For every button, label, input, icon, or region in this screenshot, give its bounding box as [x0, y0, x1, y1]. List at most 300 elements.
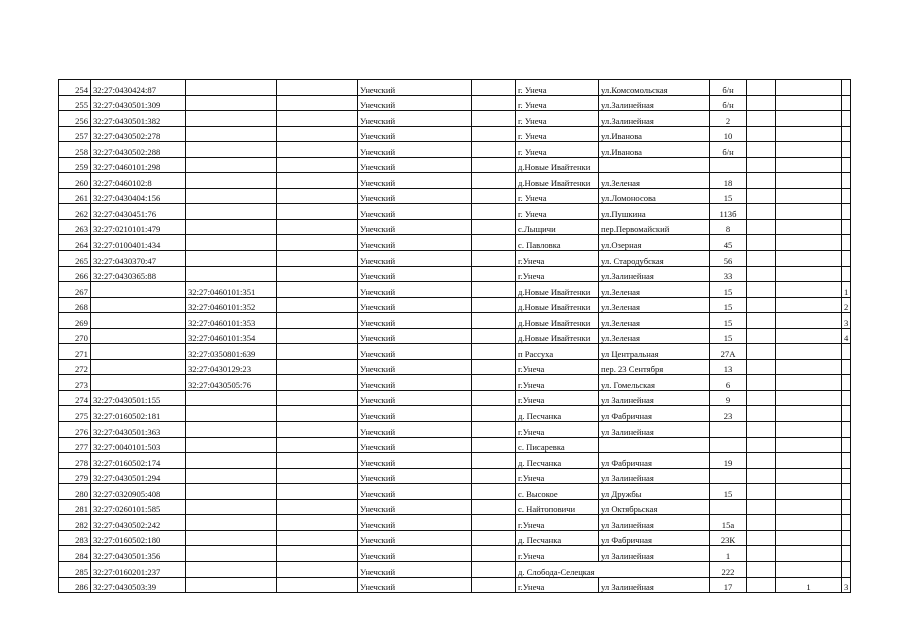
extra-cell-2	[776, 219, 842, 235]
row-number-cell: 279	[59, 468, 91, 484]
table-row	[59, 453, 851, 469]
table-row	[59, 251, 851, 267]
extra-cell-3	[842, 235, 851, 251]
district-cell: Унечский	[358, 80, 472, 96]
settlement-cell: с.Лыщичи	[516, 219, 599, 235]
extra-cell-1	[747, 142, 776, 158]
empty-cell	[277, 577, 358, 593]
settlement-cell: д.Новые Ивайтенки	[516, 173, 599, 189]
street-cell: ул Фабричная	[599, 453, 710, 469]
house-number-cell: 23К	[710, 530, 747, 546]
extra-cell-2	[776, 173, 842, 189]
cadastral-number-alt-cell	[186, 499, 277, 515]
empty-cell	[472, 282, 516, 298]
table-row	[59, 577, 851, 593]
empty-cell	[277, 282, 358, 298]
cadastral-number-alt-cell	[186, 157, 277, 173]
extra-cell-3	[842, 468, 851, 484]
house-number-cell: б/н	[710, 80, 747, 96]
district-cell: Унечский	[358, 126, 472, 142]
extra-cell-1	[747, 157, 776, 173]
house-number-cell: 15	[710, 313, 747, 329]
row-number-cell: 263	[59, 219, 91, 235]
district-cell: Унечский	[358, 282, 472, 298]
cadastral-number-alt-cell	[186, 484, 277, 500]
extra-cell-3	[842, 437, 851, 453]
row-number-cell: 268	[59, 297, 91, 313]
house-number-cell: 33	[710, 266, 747, 282]
extra-cell-2: 1	[776, 577, 842, 593]
empty-cell	[472, 80, 516, 96]
cadastral-number-cell: 32:27:0430501:294	[91, 468, 186, 484]
extra-cell-2	[776, 111, 842, 127]
cadastral-number-alt-cell: 32:27:0460101:351	[186, 282, 277, 298]
cadastral-number-alt-cell	[186, 204, 277, 220]
street-cell: ул.Комсомольская	[599, 80, 710, 96]
empty-cell	[277, 173, 358, 189]
settlement-cell: г. Унеча	[516, 80, 599, 96]
row-number-cell: 264	[59, 235, 91, 251]
settlement-cell: д.Новые Ивайтенки	[516, 282, 599, 298]
extra-cell-2	[776, 328, 842, 344]
empty-cell	[472, 313, 516, 329]
extra-cell-2	[776, 204, 842, 220]
extra-cell-2	[776, 157, 842, 173]
empty-cell	[472, 499, 516, 515]
cadastral-number-alt-cell	[186, 390, 277, 406]
empty-cell	[472, 437, 516, 453]
cadastral-number-cell: 32:27:0430365:88	[91, 266, 186, 282]
district-cell: Унечский	[358, 515, 472, 531]
extra-cell-3	[842, 204, 851, 220]
empty-cell	[277, 219, 358, 235]
extra-cell-3	[842, 188, 851, 204]
extra-cell-2	[776, 80, 842, 96]
row-number-cell: 266	[59, 266, 91, 282]
row-number-cell: 276	[59, 422, 91, 438]
cadastral-number-cell: 32:27:0430501:356	[91, 546, 186, 562]
row-number-cell: 258	[59, 142, 91, 158]
empty-cell	[277, 126, 358, 142]
empty-cell	[277, 111, 358, 127]
empty-cell	[277, 359, 358, 375]
cadastral-number-cell	[91, 359, 186, 375]
settlement-cell: с. Высокое	[516, 484, 599, 500]
extra-cell-3	[842, 95, 851, 111]
table-row	[59, 235, 851, 251]
street-cell: ул Центральная	[599, 344, 710, 360]
extra-cell-1	[747, 219, 776, 235]
table-row	[59, 359, 851, 375]
table-row	[59, 188, 851, 204]
street-cell: ул.Иванова	[599, 142, 710, 158]
table-row	[59, 530, 851, 546]
house-number-cell: 15а	[710, 515, 747, 531]
district-cell: Унечский	[358, 157, 472, 173]
extra-cell-3	[842, 219, 851, 235]
street-cell: ул.Озерная	[599, 235, 710, 251]
cadastral-number-alt-cell	[186, 546, 277, 562]
table-row	[59, 437, 851, 453]
empty-cell	[277, 251, 358, 267]
row-number-cell: 257	[59, 126, 91, 142]
empty-cell	[472, 142, 516, 158]
cadastral-number-alt-cell	[186, 406, 277, 422]
settlement-cell: г.Унеча	[516, 266, 599, 282]
cadastral-number-alt-cell	[186, 142, 277, 158]
table-row	[59, 375, 851, 391]
street-cell: ул Фабричная	[599, 406, 710, 422]
extra-cell-2	[776, 515, 842, 531]
street-cell: ул.Зеленая	[599, 173, 710, 189]
district-cell: Унечский	[358, 142, 472, 158]
extra-cell-1	[747, 266, 776, 282]
extra-cell-2	[776, 422, 842, 438]
settlement-cell: г.Унеча	[516, 359, 599, 375]
extra-cell-3	[842, 344, 851, 360]
cadastral-number-alt-cell: 32:27:0430505:76	[186, 375, 277, 391]
extra-cell-2	[776, 297, 842, 313]
empty-cell	[472, 484, 516, 500]
extra-cell-1	[747, 95, 776, 111]
table-row	[59, 313, 851, 329]
empty-cell	[277, 499, 358, 515]
district-cell: Унечский	[358, 375, 472, 391]
settlement-cell: с. Найтоповичи	[516, 499, 599, 515]
table-row	[59, 344, 851, 360]
extra-cell-1	[747, 484, 776, 500]
cadastral-number-alt-cell	[186, 188, 277, 204]
empty-cell	[277, 297, 358, 313]
cadastral-number-alt-cell: 32:27:0460101:352	[186, 297, 277, 313]
extra-cell-1	[747, 359, 776, 375]
extra-cell-1	[747, 546, 776, 562]
row-number-cell: 256	[59, 111, 91, 127]
row-number-cell: 262	[59, 204, 91, 220]
cadastral-number-alt-cell	[186, 422, 277, 438]
property-register-table	[58, 79, 851, 593]
row-number-cell: 254	[59, 80, 91, 96]
house-number-cell	[710, 468, 747, 484]
district-cell: Унечский	[358, 437, 472, 453]
extra-cell-2	[776, 468, 842, 484]
settlement-cell: г.Унеча	[516, 422, 599, 438]
empty-cell	[472, 453, 516, 469]
empty-cell	[277, 437, 358, 453]
empty-cell	[277, 80, 358, 96]
district-cell: Унечский	[358, 297, 472, 313]
extra-cell-2	[776, 142, 842, 158]
house-number-cell: 15	[710, 188, 747, 204]
empty-cell	[277, 546, 358, 562]
house-number-cell: 10	[710, 126, 747, 142]
cadastral-number-cell: 32:27:0430501:382	[91, 111, 186, 127]
cadastral-number-cell: 32:27:0430451:76	[91, 204, 186, 220]
empty-cell	[277, 422, 358, 438]
empty-cell	[277, 390, 358, 406]
cadastral-number-cell: 32:27:0260101:585	[91, 499, 186, 515]
extra-cell-2	[776, 126, 842, 142]
table-row	[59, 126, 851, 142]
street-cell: ул.Иванова	[599, 126, 710, 142]
row-number-cell: 282	[59, 515, 91, 531]
street-cell	[599, 437, 710, 453]
empty-cell	[472, 126, 516, 142]
settlement-cell: п Рассуха	[516, 344, 599, 360]
empty-cell	[277, 515, 358, 531]
empty-cell	[472, 468, 516, 484]
empty-cell	[277, 468, 358, 484]
extra-cell-2	[776, 484, 842, 500]
settlement-cell: г. Унеча	[516, 95, 599, 111]
empty-cell	[277, 406, 358, 422]
cadastral-number-cell: 32:27:0430501:363	[91, 422, 186, 438]
settlement-cell: д. Песчанка	[516, 406, 599, 422]
settlement-cell: г. Унеча	[516, 142, 599, 158]
empty-cell	[472, 251, 516, 267]
empty-cell	[277, 530, 358, 546]
extra-cell-1	[747, 561, 776, 577]
empty-cell	[472, 297, 516, 313]
extra-cell-2	[776, 95, 842, 111]
row-number-cell: 281	[59, 499, 91, 515]
extra-cell-3	[842, 80, 851, 96]
street-cell: ул.Зеленая	[599, 328, 710, 344]
district-cell: Унечский	[358, 484, 472, 500]
table-row	[59, 468, 851, 484]
table-row	[59, 422, 851, 438]
table-row	[59, 80, 851, 96]
settlement-cell: г.Унеча	[516, 251, 599, 267]
cadastral-number-alt-cell	[186, 266, 277, 282]
table-row	[59, 484, 851, 500]
empty-cell	[277, 328, 358, 344]
extra-cell-3	[842, 359, 851, 375]
row-number-cell: 271	[59, 344, 91, 360]
empty-cell	[472, 422, 516, 438]
extra-cell-1	[747, 188, 776, 204]
extra-cell-2	[776, 530, 842, 546]
district-cell: Унечский	[358, 266, 472, 282]
cadastral-number-cell: 32:27:0430502:242	[91, 515, 186, 531]
cadastral-number-cell: 32:27:0460101:298	[91, 157, 186, 173]
district-cell: Унечский	[358, 219, 472, 235]
district-cell: Унечский	[358, 390, 472, 406]
extra-cell-3: 1	[842, 282, 851, 298]
extra-cell-3	[842, 251, 851, 267]
cadastral-number-alt-cell	[186, 437, 277, 453]
cadastral-number-alt-cell	[186, 219, 277, 235]
house-number-cell: 23	[710, 406, 747, 422]
settlement-cell: г.Унеча	[516, 468, 599, 484]
district-cell: Унечский	[358, 546, 472, 562]
cadastral-number-alt-cell	[186, 80, 277, 96]
empty-cell	[277, 204, 358, 220]
cadastral-number-cell: 32:27:0430501:155	[91, 390, 186, 406]
cadastral-number-cell: 32:27:0430370:47	[91, 251, 186, 267]
empty-cell	[277, 157, 358, 173]
extra-cell-3	[842, 515, 851, 531]
row-number-cell: 274	[59, 390, 91, 406]
house-number-cell: 18	[710, 173, 747, 189]
settlement-cell: г. Унеча	[516, 126, 599, 142]
cadastral-number-alt-cell	[186, 173, 277, 189]
extra-cell-2	[776, 437, 842, 453]
district-cell: Унечский	[358, 204, 472, 220]
empty-cell	[472, 577, 516, 593]
district-cell: Унечский	[358, 251, 472, 267]
extra-cell-1	[747, 251, 776, 267]
district-cell: Унечский	[358, 422, 472, 438]
district-cell: Унечский	[358, 188, 472, 204]
row-number-cell: 255	[59, 95, 91, 111]
cadastral-number-cell: 32:27:0460102:8	[91, 173, 186, 189]
row-number-cell: 259	[59, 157, 91, 173]
extra-cell-1	[747, 126, 776, 142]
street-cell: ул. Стародубская	[599, 251, 710, 267]
extra-cell-3	[842, 561, 851, 577]
table-body	[59, 80, 851, 593]
table-row	[59, 297, 851, 313]
row-number-cell: 273	[59, 375, 91, 391]
extra-cell-1	[747, 577, 776, 593]
extra-cell-1	[747, 499, 776, 515]
house-number-cell	[710, 499, 747, 515]
extra-cell-1	[747, 453, 776, 469]
extra-cell-2	[776, 266, 842, 282]
settlement-cell: с. Писаревка	[516, 437, 599, 453]
extra-cell-2	[776, 344, 842, 360]
empty-cell	[472, 157, 516, 173]
cadastral-number-cell: 32:27:0320905:408	[91, 484, 186, 500]
table-row	[59, 142, 851, 158]
cadastral-number-alt-cell	[186, 111, 277, 127]
extra-cell-2	[776, 406, 842, 422]
district-cell: Унечский	[358, 111, 472, 127]
cadastral-number-cell: 32:27:0430424:87	[91, 80, 186, 96]
cadastral-number-cell: 32:27:0210101:479	[91, 219, 186, 235]
street-cell: пер. 23 Сентября	[599, 359, 710, 375]
house-number-cell: 15	[710, 484, 747, 500]
extra-cell-1	[747, 437, 776, 453]
settlement-cell: д. Слобода-Селецкая	[516, 561, 710, 577]
street-cell: ул Октябрьская	[599, 499, 710, 515]
empty-cell	[472, 530, 516, 546]
street-cell: пер.Первомайский	[599, 219, 710, 235]
cadastral-number-alt-cell: 32:27:0460101:354	[186, 328, 277, 344]
extra-cell-3: 2	[842, 297, 851, 313]
street-cell: ул.Залинейная	[599, 95, 710, 111]
extra-cell-3	[842, 142, 851, 158]
extra-cell-3: 3	[842, 577, 851, 593]
empty-cell	[277, 95, 358, 111]
street-cell: ул.Зеленая	[599, 297, 710, 313]
empty-cell	[472, 344, 516, 360]
house-number-cell: 15	[710, 282, 747, 298]
settlement-cell: д. Песчанка	[516, 453, 599, 469]
street-cell: ул. Гомельская	[599, 375, 710, 391]
street-cell: ул.Залинейная	[599, 111, 710, 127]
empty-cell	[472, 561, 516, 577]
settlement-cell: д.Новые Ивайтенки	[516, 313, 599, 329]
row-number-cell: 286	[59, 577, 91, 593]
extra-cell-1	[747, 173, 776, 189]
row-number-cell: 278	[59, 453, 91, 469]
empty-cell	[472, 111, 516, 127]
table-row	[59, 95, 851, 111]
empty-cell	[277, 453, 358, 469]
extra-cell-3	[842, 453, 851, 469]
empty-cell	[277, 484, 358, 500]
settlement-cell: г. Унеча	[516, 188, 599, 204]
street-cell: ул.Зеленая	[599, 313, 710, 329]
row-number-cell: 261	[59, 188, 91, 204]
table-row	[59, 499, 851, 515]
district-cell: Унечский	[358, 468, 472, 484]
extra-cell-1	[747, 406, 776, 422]
extra-cell-3	[842, 266, 851, 282]
extra-cell-1	[747, 422, 776, 438]
cadastral-number-cell	[91, 313, 186, 329]
row-number-cell: 272	[59, 359, 91, 375]
extra-cell-2	[776, 251, 842, 267]
house-number-cell: 6	[710, 375, 747, 391]
table-row	[59, 266, 851, 282]
house-number-cell: 45	[710, 235, 747, 251]
table-row	[59, 390, 851, 406]
settlement-cell: г. Унеча	[516, 204, 599, 220]
cadastral-number-cell: 32:27:0430501:309	[91, 95, 186, 111]
settlement-cell: г.Унеча	[516, 390, 599, 406]
table-row	[59, 282, 851, 298]
settlement-cell: д. Песчанка	[516, 530, 599, 546]
empty-cell	[472, 515, 516, 531]
house-number-cell: 13	[710, 359, 747, 375]
street-cell: ул Залинейная	[599, 577, 710, 593]
empty-cell	[472, 359, 516, 375]
cadastral-number-cell	[91, 282, 186, 298]
street-cell: ул Залинейная	[599, 390, 710, 406]
extra-cell-3	[842, 530, 851, 546]
extra-cell-1	[747, 204, 776, 220]
row-number-cell: 283	[59, 530, 91, 546]
extra-cell-3	[842, 126, 851, 142]
district-cell: Унечский	[358, 344, 472, 360]
district-cell: Унечский	[358, 499, 472, 515]
row-number-cell: 280	[59, 484, 91, 500]
empty-cell	[472, 390, 516, 406]
house-number-cell: 27А	[710, 344, 747, 360]
extra-cell-2	[776, 375, 842, 391]
house-number-cell: 15	[710, 297, 747, 313]
cadastral-number-cell: 32:27:0160502:180	[91, 530, 186, 546]
district-cell: Унечский	[358, 328, 472, 344]
row-number-cell: 260	[59, 173, 91, 189]
street-cell: ул Фабричная	[599, 530, 710, 546]
district-cell: Унечский	[358, 235, 472, 251]
empty-cell	[472, 328, 516, 344]
table-row	[59, 515, 851, 531]
cadastral-number-cell	[91, 328, 186, 344]
settlement-cell: г.Унеча	[516, 375, 599, 391]
settlement-cell: д.Новые Ивайтенки	[516, 297, 599, 313]
extra-cell-3	[842, 111, 851, 127]
cadastral-number-alt-cell	[186, 530, 277, 546]
cadastral-number-cell: 32:27:0160502:181	[91, 406, 186, 422]
district-cell: Унечский	[358, 173, 472, 189]
cadastral-number-cell: 32:27:0100401:434	[91, 235, 186, 251]
extra-cell-3	[842, 484, 851, 500]
